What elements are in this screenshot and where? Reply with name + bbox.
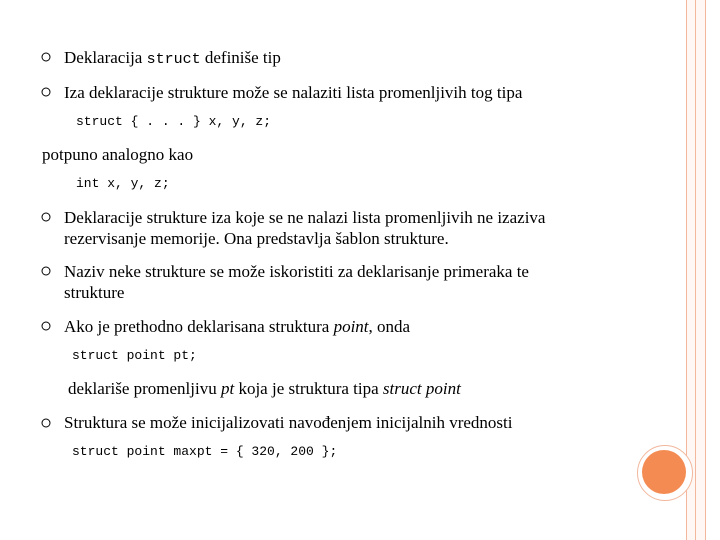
bullet-icon xyxy=(41,212,51,222)
code-struct-point-pt: struct point pt; xyxy=(72,348,197,363)
bullet-3-line2: rezervisanje memorije. Ona predstavlja šablon strukture. xyxy=(64,229,449,248)
border-line xyxy=(705,0,706,540)
bullet-1 xyxy=(64,47,281,70)
bullet-1-pre: Deklaracija xyxy=(64,48,147,67)
declares-mid: koja je struktura tipa xyxy=(234,379,383,398)
bullet-1-code: struct xyxy=(146,51,201,68)
bullet-5-pre: Ako je prethodno deklarisana struktura xyxy=(64,317,334,336)
analog-text: potpuno analogno kao xyxy=(42,145,194,164)
declares-pre: deklariše promenljivu xyxy=(68,379,221,398)
code-int-decl: int x, y, z; xyxy=(76,176,170,191)
bullet-3-line1: Deklaracije strukture iza koje se ne nalazi lista promenljivih ne izaziva xyxy=(64,208,546,227)
bullet-2: Iza deklaracije strukture može se nalaziti lista promenljivih tog tipa xyxy=(64,83,523,102)
bullet-5 xyxy=(64,316,410,337)
bullet-5-post: , onda xyxy=(368,317,411,336)
bullet-icon xyxy=(41,266,51,276)
declares-em-pt: pt xyxy=(220,379,235,398)
border-line xyxy=(695,0,696,540)
decorative-circle xyxy=(642,450,686,494)
bullet-icon xyxy=(41,52,51,62)
bullet-4-line1: Naziv neke strukture se može iskoristiti za deklarisanje primeraka te xyxy=(64,262,529,281)
declares-text xyxy=(68,378,461,399)
bullet-icon xyxy=(41,418,51,428)
code-struct-list: struct { . . . } x, y, z; xyxy=(76,114,272,129)
code-init: struct point maxpt = { 320, 200 }; xyxy=(72,444,338,459)
bullet-1-post: definiše tip xyxy=(200,48,281,67)
bullet-6: Struktura se može inicijalizovati navođenjem inicijalnih vrednosti xyxy=(64,413,513,432)
bullet-5-em: point xyxy=(333,317,369,336)
bullet-icon xyxy=(41,321,51,331)
bullet-4-line2: strukture xyxy=(64,283,125,302)
declares-em-struct-point: struct point xyxy=(382,379,461,398)
bullet-icon xyxy=(41,87,51,97)
